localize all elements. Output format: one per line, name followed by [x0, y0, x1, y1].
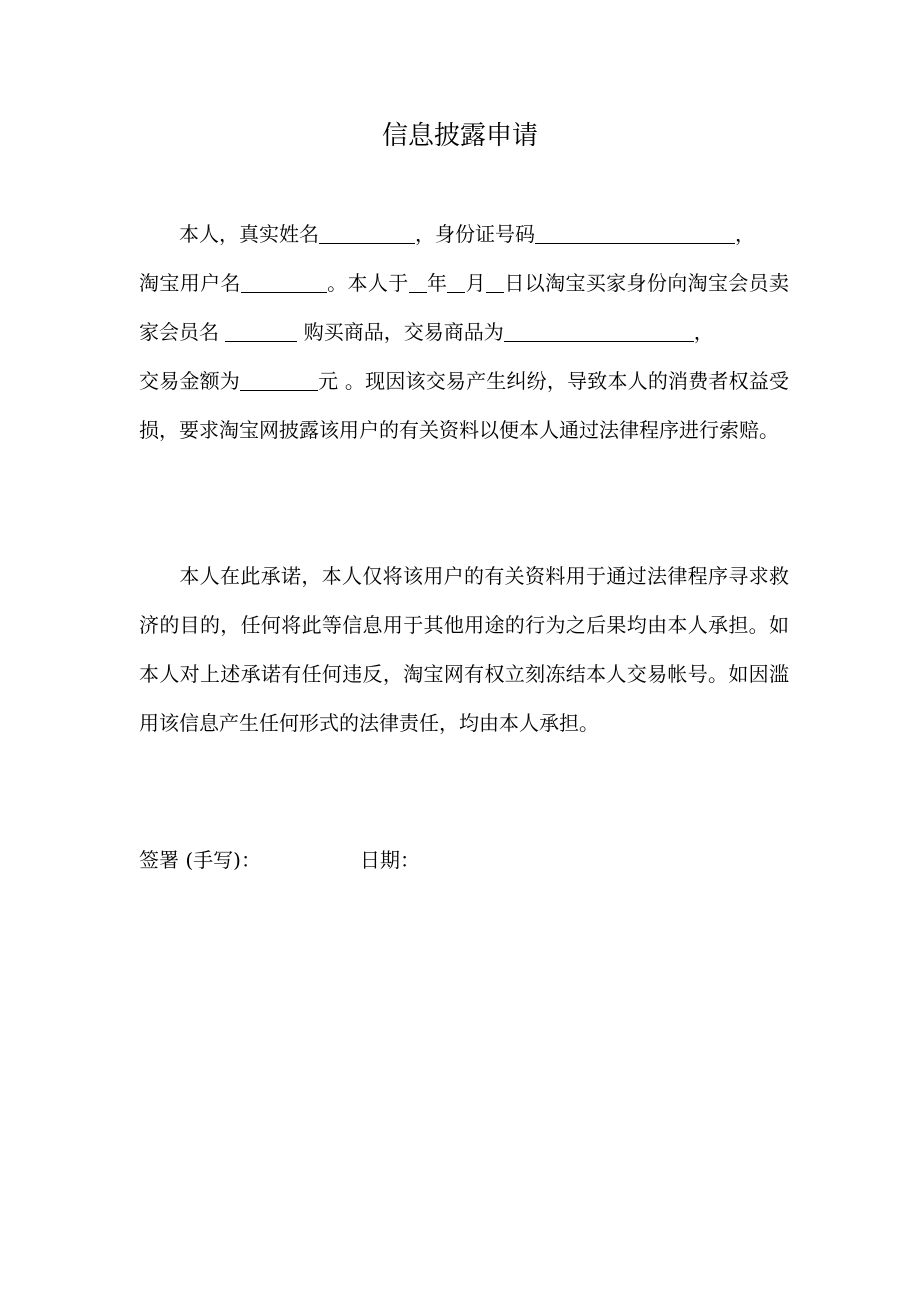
text-segment: ， — [693, 320, 714, 344]
text-segment: 本人，真实姓名 — [179, 222, 319, 246]
text-segment: ， — [735, 222, 755, 246]
id-number-blank[interactable] — [535, 223, 735, 244]
document-title: 信息披露申请 — [381, 121, 538, 151]
amount-blank[interactable] — [240, 370, 318, 391]
text-segment: 日以淘宝买家身份向淘宝会员卖家会员名 — [139, 271, 790, 344]
paragraph-applicant-info — [139, 210, 789, 455]
real-name-blank[interactable] — [319, 223, 415, 244]
date-label: 日期： — [360, 848, 420, 872]
text-segment: 年 — [426, 271, 448, 295]
signature-label: 签署 (手写)： — [139, 848, 261, 872]
day-blank[interactable] — [486, 272, 504, 293]
month-blank[interactable] — [447, 272, 465, 293]
taobao-username-blank[interactable] — [241, 272, 327, 293]
product-blank[interactable] — [504, 321, 694, 342]
commitment-text: 本人在此承诺，本人仅将该用户的有关资料用于通过法律程序寻求救济的目的，任何将此等信息用于其他用途的行为之后果均由本人承担。如本人对上述承诺有任何违反，淘宝网有权立刻冻结本人交易帐号。如因滥用该信息产生任何形式的法律责任，均由本人承担。 — [139, 564, 789, 735]
text-segment: 购买商品，交易商品为 — [297, 320, 504, 344]
year-blank[interactable] — [409, 272, 427, 293]
text-segment: 。本人于 — [326, 271, 409, 295]
seller-name-blank[interactable] — [225, 321, 297, 342]
text-segment: 元 。现因该交易产生纠纷，导致本人的消费者权益受损，要求淘宝网披露该用户的有关资料以便本人通过法律程序进行索赔。 — [139, 369, 790, 442]
text-segment: 交易金额为 — [139, 369, 240, 393]
text-segment: ，身份证号码 — [415, 222, 535, 246]
text-segment: 月 — [465, 271, 487, 295]
paragraph-commitment — [139, 552, 789, 748]
text-segment: 淘宝用户名 — [139, 271, 241, 295]
